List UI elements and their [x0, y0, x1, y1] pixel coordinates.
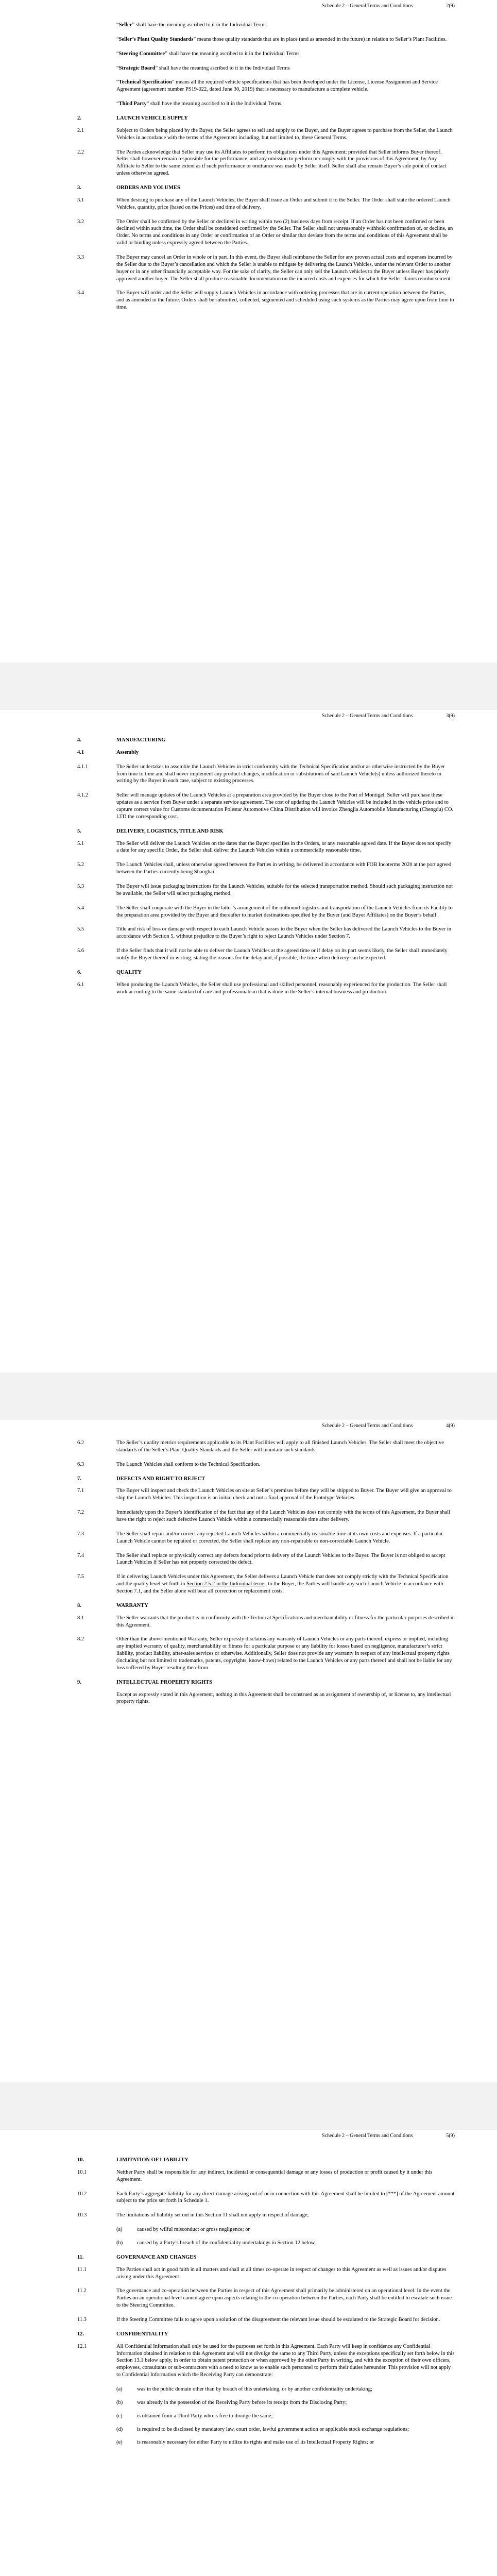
section-heading: 9. INTELLECTUAL PROPERTY RIGHTS	[77, 1679, 212, 1685]
page-header	[77, 1420, 455, 1432]
clause: 5.3 The Buyer will issue packaging instructions for the Launch Vehicles, suitable for the selected transportation method. Should such packaging instruction not be available, the Seller will select packaging method.	[77, 884, 453, 896]
section-heading: 5. DELIVERY, LOGISTICS, TITLE AND RISK	[77, 828, 224, 834]
header-title: Schedule 2 – General Terms and Conditions	[322, 713, 413, 719]
page-number: 2(9)	[446, 3, 455, 9]
document-page-2	[0, 0, 497, 663]
page-number: 5(9)	[446, 2133, 455, 2139]
list-item: (a) was in the public domain other than by breach of this undertaking, or by another confidentiality undertaking;	[116, 2386, 372, 2393]
clause: 10.3 The limitations of liability set out in this Section 11 shall not apply in respect of damage;	[77, 2212, 309, 2218]
clause: 5.1 The Seller will deliver the Launch Vehicles on the dates that the Buyer specifies in the Orders, or any reasonable agreed date. If the Buyer does not specify a date for any specific Order, the Seller shall deliver the Launch Vehicles within a commercially reasonable time.	[77, 840, 452, 854]
clause: 4.1.2 Seller will manage updates of the Launch Vehicles at a preparation area provided by the Buyer close to the Port of Montigel. Seller will purchase these updates as a service from Buyer under a separate service agreement. The cost of updating the Launch Vehicles will be included in the vehicle price and to capture correct value for Customs documentation Polestar Automotive China Distribution will invoice Zhengjia Automobile Manufacturing (Chengdu) CO. LTD the corresponding cost.	[77, 792, 454, 820]
clause: 6.1 When producing the Launch Vehicles, the Seller shall use professional and skilled personnel, reasonably experienced for the production. The Seller shall work according to the same standard of care and professionalism that is done in the Seller’s internal business and production.	[77, 981, 447, 995]
header-title: Schedule 2 – General Terms and Conditions	[322, 2133, 413, 2139]
clause: 3.1 When desiring to purchase any of the Launch Vehicles, the Buyer shall issue an Order and submit it to the Seller. The Order shall state the ordered Launch Vehicles, quantity, price (based on the Prices) and time of delivery.	[77, 197, 451, 210]
clause: 10.1 Neither Party shall be responsible for any indirect, incidental or consequential damage or any losses of production or profit caused by it under this Agreement.	[77, 2169, 433, 2182]
clause: 12.1 All Confidential Information shall only be used for the purposes set forth in this Agreement. Each Party will keep in confidence any Confidential Information obtained in relation to this Agreement and will not divulge the same to any Third Party, unless the exceptions specifically set forth below in this Section 13.1 below apply, in order to obtain patent protection or when approved by the other Party in writing, and with the exception of their own officers, employees, consultants or sub-contractors with a need to know as to enable such personnel to perform their duties hereunder. This provision will not apply to Confidential Information which the Receiving Party can demonstrate:	[77, 2343, 455, 2378]
list-item: (e) is reasonably necessary for either Party to utilize its rights and make use of its Intellectual Property Rights; or	[116, 2439, 374, 2446]
clause: 10.2 Each Party’s aggregate liability for any direct damage arising out of or in connection with this Agreement shall be limited to [***] of the Agreement amount subject to the price set forth in Schedule 1.	[77, 2191, 455, 2204]
clause: 2.2 The Parties acknowledge that Seller may use its Affiliates to perform its obligations under this Agreement; provided that Seller informs Buyer thereof. Seller shall however remain responsible for the performance, and any omission to perform or comply with the provisions of this Agreement, by Any Affiliate to Seller to the same extent as if such performance or omittance was made by Seller itself. Seller shall also remain Buyer’s sole point of contact unless otherwise agreed.	[77, 149, 447, 177]
clause: Except as expressly stated in this Agreement, nothing in this Agreement shall be construed as an assignment of ownership of, or license to, any intellectual property rights.	[116, 1691, 451, 1705]
page-number: 3(9)	[446, 713, 455, 719]
clause: 7.2 Immediately upon the Buyer’s identification of the fact that any of the Launch Vehicles does not comply with the terms of this Agreement, the Buyer shall have the right to reject such defective Launch Vehicle within a commercially reasonable time after delivery.	[77, 1510, 451, 1523]
header-title: Schedule 2 – General Terms and Conditions	[322, 3, 413, 9]
section-heading: 11. GOVERNANCE AND CHANGES	[77, 2254, 197, 2260]
header-title: Schedule 2 – General Terms and Conditions	[322, 1423, 413, 1429]
clause: 3.2 The Order shall be confirmed by the Seller or declined in writing within two (2) business days from receipt. If an Order has not been confirmed or been declined within such time, the Order shall be considered confirmed by the Seller. The Seller shall not unreasonably withhold confirmation of, or decline, an Order. No terms and conditions in any Order or confirmation of an Order or similar that deviate from the terms and conditions of this Agreement shall be valid or binding unless expressly agreed between the Parties.	[77, 218, 453, 246]
clause: 7.1 The Buyer will inspect and check the Launch Vehicles on site at Seller’s premises before they will be shipped to Buyer. The Buyer will give an approval to ship the Launch Vehicles. This inspection is an initial check and not a final approval of the Prototype Vehicles.	[77, 1488, 452, 1501]
definition-third-party: “Third Party” shall have the meaning ascribed to it in the Individual Terms.	[116, 101, 283, 107]
page-header	[77, 0, 455, 12]
list-item: (c) is obtained from a Third Party who is free to divulge the same;	[116, 2413, 273, 2419]
clause: 7.3 The Seller shall repair and/or correct any rejected Launch Vehicles within a commercially reasonable time at its own costs and expenses. If a particular Launch Vehicle cannot be repaired or corrected, the Seller shall replace any non-repairable or non-correctable Launch Vehicle.	[77, 1531, 443, 1544]
clause: 3.4 The Buyer will order and the Seller will supply Launch Vehicles in accordance with ordering processes that are in current operation between the Parties, and as amended in the future. Orders shall be submitted, collected, segmented and scheduled using such systems as the Parties may agree upon from time to time.	[77, 290, 454, 311]
clause: 8.2 Other than the above-mentioned Warranty, Seller expressly disclaims any warranty of Launch Vehicles or any parts thereof, express or implied, including any implied warranty of quality, merchantability or fitness for a particular purpose or any liability for losses based on negligence, manufacturer’s strict liability, product liability, after-sales services or otherwise. Additionally, Seller does not provide any warranty in respect of any intellectual property rights (including but not limited to trademarks, patents, copyrights, know-hows) related to the Launch Vehicles or any parts thereof and shall not be liable for any loss suffered by Buyer resulting therefrom.	[77, 1636, 452, 1671]
section-heading: 2. LAUNCH VEHICLE SUPPLY	[77, 115, 188, 122]
clause: 3.3 The Buyer may cancel an Order in whole or in part. In this event, the Buyer shall reimburse the Seller for any proven actual costs and expenses incurred by the Seller due to the Buyer’s cancellation and which the Seller is unable to mitigate by delivering the Launch Vehicles, under the relevant Order to another buyer or in any other financially acceptable way. For the sake of clarity, the Seller can only sell the Launch vehicles to the Buyer unless Buyer has priorly approved another buyer. The Seller shall produce reasonable documentation on the incurred costs and expenses for which the Seller claims reimbursement.	[77, 255, 453, 282]
list-item: (a) caused by wilful misconduct or gross negligence; or	[116, 2227, 250, 2233]
definition-technical-specification: “Technical Specification” means all the required vehicle specifications that has been developed under the License, License Assignment and Service Agreement (agreement number PS19-022, dated June 30, 2019) that is necessary to manufacture a complete vehicle.	[116, 79, 438, 93]
clause: 5.4 The Seller shall cooperate with the Buyer in the latter’s arrangement of the outbound logistics and transportation of the Launch Vehicles from its Facility to the preparation area provided by the Buyer and thereafter to market destinations specified by the Buyer (and Buyer Affiliates) on the Buyer’s behalf.	[77, 905, 453, 918]
clause: 11.3 If the Steering Committee fails to agree upon a solution of the disagreement the relevant issue should be escalated to the Strategic Board for decision.	[77, 2317, 440, 2323]
definition-plant-quality: “Seller’s Plant Quality Standards” means those quality standards that are in place (and as amended in the future) in relation to Seller’s Plant Facilities.	[116, 36, 447, 42]
section-heading: 12. CONFIDENTIALITY	[77, 2331, 168, 2337]
clause: 11.2 The governance and co-operation between the Parties in respect of this Agreement shall primarily be administered on an operational level. In the event the Parties on an operational level cannot agree upon aspects relating to the co-operation between the Parties, each Party shall be entitled to escalate such issue to the Steering Committee.	[77, 2288, 452, 2309]
clause: 5.5 Title and risk of loss or damage with respect to each Launch Vehicle passes to the Buyer when the Seller has delivered the Launch Vehicles to the Buyer in accordance with Section 5, without prejudice to the Buyer’s right to reject Launch Vehicles under Section 7.	[77, 926, 452, 940]
clause: 5.2 The Launch Vehicles shall, unless otherwise agreed between the Parties in writing, be delivered in accordance with FOB Incoterms 2020 at the port agreed between the Parties currently being Shanghai.	[77, 862, 452, 875]
section-heading: 3. ORDERS AND VOLUMES	[77, 185, 180, 191]
list-item: (d) is required to be disclosed by mandatory law, court order, lawful government action or applicable stock exchange regulations;	[116, 2426, 409, 2432]
definition-seller: “Seller” shall have the meaning ascribed to it in the Individual Terms.	[116, 22, 268, 28]
clause: 7.4 The Seller shall replace or physically correct any defects found prior to delivery of the Launch Vehicles to the Buyer. The Buyer is not obliged to accept Launch Vehicles if Seller has not properly corrected the defect.	[77, 1552, 445, 1566]
section-reference-link: Section 2.5.2 in the Individual terms	[186, 1581, 266, 1587]
list-item: (b) caused by a Party’s breach of the confidentiality undertakings in Section 12 below.	[116, 2240, 316, 2246]
page-number: 4(9)	[446, 1423, 455, 1429]
document-page-3	[0, 710, 497, 1372]
document-page-5	[0, 2130, 497, 2576]
section-heading: 8. WARRANTY	[77, 1602, 148, 1608]
page-header	[77, 2130, 455, 2142]
clause: 7.5 If in delivering Launch Vehicles under this Agreement, the Seller delivers a Launch Vehicle that does not comply strictly with the Technical Specification and the quality level set forth in Section 2.5.2 in the Individual terms, to the Buyer, the Parties will handle any such Launch Vehicle in accordance with Section 7.1, and the Seller alone will bear all correction or replacement costs.	[77, 1574, 449, 1595]
section-heading: 7. DEFECTS AND RIGHT TO REJECT	[77, 1476, 205, 1482]
definition-steering-committee: “Steering Committee” shall have the meaning ascribed to it in the Individual Terms	[116, 50, 300, 57]
clause: 11.1 The Parties shall act in good faith in all matters and shall at all times co-operate in respect of changes to this Agreement as well as issues and/or disputes arising under this Agreement.	[77, 2266, 447, 2280]
subsection-heading: 4.1 Assembly	[77, 749, 139, 755]
clause: 4.1.1 The Seller undertakes to assemble the Launch Vehicles in strict conformity with the Technical Specification and/or as otherwise instructed by the Buyer from time to time and shall never implement any product changes, modification or substitutions of said Launch Vehicle(s) unless authorized thereto in writing by the Buyer in each case, subject to existing processes.	[77, 764, 445, 784]
clause: 6.3 The Launch Vehicles shall conform to the Technical Specification.	[77, 1461, 261, 1467]
list-item: (b) was already in the possession of the Receiving Party before its receipt from the Disclosing Party;	[116, 2399, 347, 2405]
document-page-4	[0, 1420, 497, 2082]
clause: 5.6 If the Seller finds that it will not be able to deliver the Launch Vehicles at the agreed time or if delay on its part seems likely, the Seller shall immediately notify the Buyer thereof in writing, stating the reasons for the delay and, if possible, the time when delivery can be expected.	[77, 948, 448, 961]
clause: 2.1 Subject to Orders being placed by the Buyer, the Seller agrees to sell and supply to the Buyer, and the Buyer agrees to purchase from the Seller, the Launch Vehicles in accordance with the terms of the Agreement including, but not limited to, these General Terms.	[77, 127, 453, 141]
page-header	[77, 710, 455, 722]
clause: 6.2 The Seller’s quality metrics requirements applicable to its Plant Facilities will apply to all finished Launch Vehicles. The Seller shall meet the objective standards of the Seller’s Plant Quality Standards and the Seller will maintain such standards.	[77, 1440, 444, 1453]
section-heading: 10. LIMITATION OF LIABILITY	[77, 2157, 188, 2163]
clause: 8.1 The Seller warrants that the product is in conformity with the Technical Specifications and merchantability or fitness for the particular purposes described in this Agreement.	[77, 1615, 455, 1628]
definition-strategic-board: “Strategic Board” shall have the meaning ascribed to it in the Individual Terms	[116, 65, 290, 71]
section-heading: 6. QUALITY	[77, 969, 142, 975]
section-heading: 4. MANUFACTURING	[77, 737, 166, 743]
